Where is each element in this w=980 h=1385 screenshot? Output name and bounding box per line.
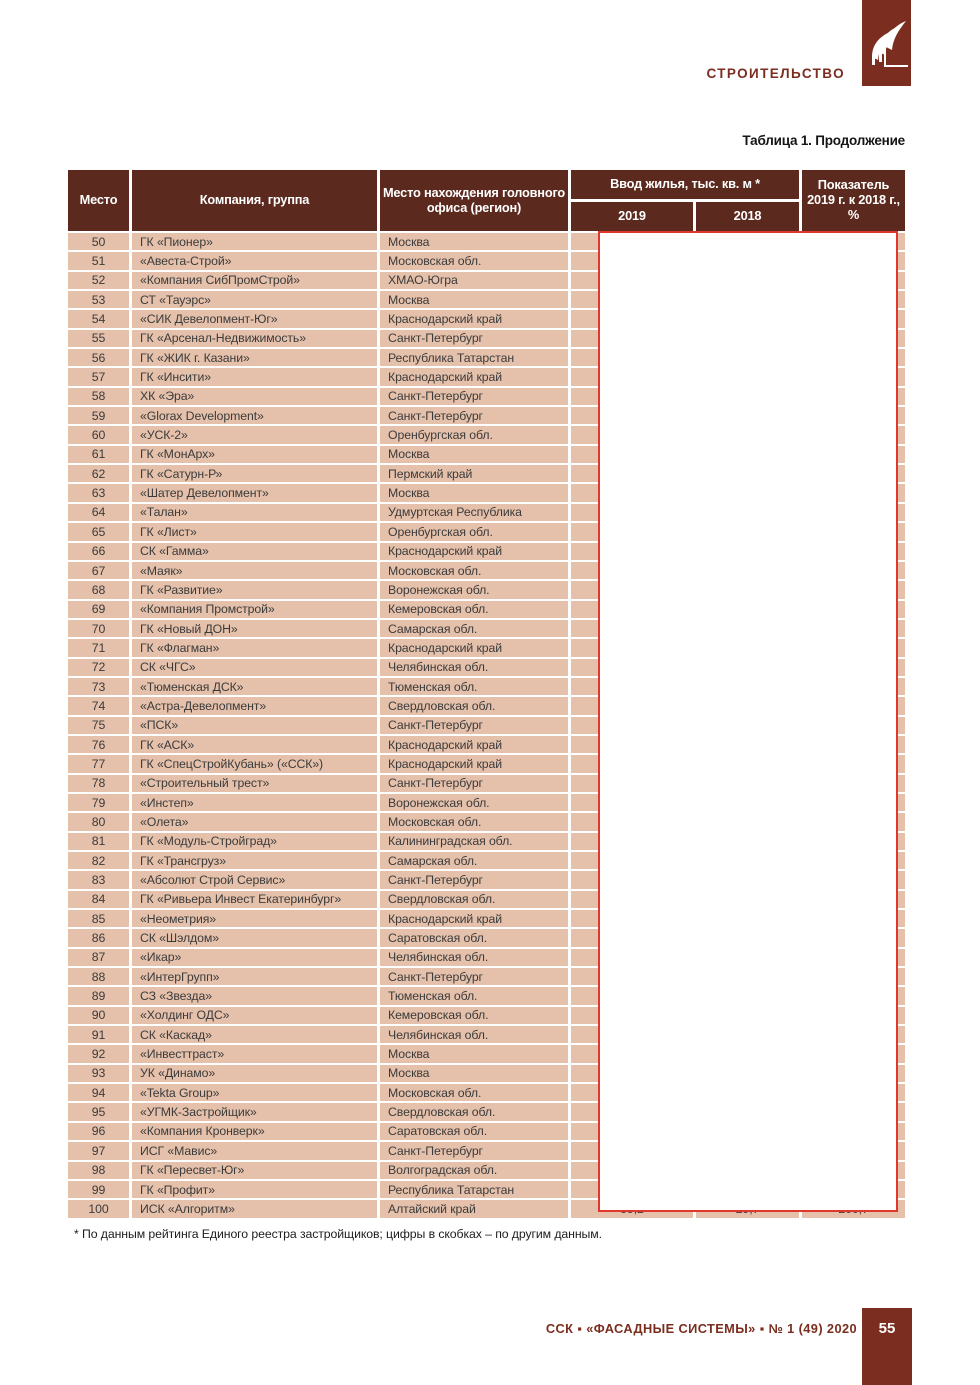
region-cell: Пермский край: [380, 465, 568, 482]
brand-logo-block: [862, 0, 911, 86]
company-cell: ГК «Модуль-Стройград»: [132, 833, 377, 850]
company-cell: УК «Динамо»: [132, 1065, 377, 1082]
region-cell: Саратовская обл.: [380, 929, 568, 946]
rank-cell: 86: [68, 929, 129, 946]
rank-cell: 77: [68, 755, 129, 772]
page-number-badge: [862, 1308, 912, 1385]
company-cell: «УГМК-Застройщик»: [132, 1103, 377, 1120]
rank-cell: 88: [68, 968, 129, 985]
company-cell: ГК «Лист»: [132, 523, 377, 540]
region-cell: Москва: [380, 1045, 568, 1062]
region-cell: Санкт-Петербург: [380, 717, 568, 734]
rank-cell: 50: [68, 233, 129, 250]
region-cell: Кемеровская обл.: [380, 1007, 568, 1024]
rank-cell: 78: [68, 775, 129, 792]
company-cell: «Авеста-Строй»: [132, 252, 377, 269]
company-cell: СТ «Тауэрс»: [132, 291, 377, 308]
rank-cell: 54: [68, 310, 129, 327]
company-cell: СК «Каскад»: [132, 1026, 377, 1043]
rank-cell: 85: [68, 910, 129, 927]
region-cell: Краснодарский край: [380, 910, 568, 927]
company-cell: «Glorax Development»: [132, 407, 377, 424]
rank-cell: 73: [68, 678, 129, 695]
region-cell: Москва: [380, 233, 568, 250]
company-cell: ГК «Сатурн-Р»: [132, 465, 377, 482]
region-cell: Удмуртская Республика: [380, 504, 568, 521]
company-cell: «Компания Кронверк»: [132, 1123, 377, 1140]
region-cell: Самарская обл.: [380, 852, 568, 869]
region-cell: Оренбургская обл.: [380, 426, 568, 443]
company-cell: ГК «Ривьера Инвест Екатеринбург»: [132, 891, 377, 908]
redaction-overlay-box: [598, 231, 898, 1212]
region-cell: ХМАО-Югра: [380, 272, 568, 289]
company-cell: СК «Шэлдом»: [132, 929, 377, 946]
rank-cell: 89: [68, 987, 129, 1004]
table-caption: Таблица 1. Продолжение: [742, 133, 905, 148]
company-cell: «Шатер Девелопмент»: [132, 484, 377, 501]
rank-cell: 79: [68, 794, 129, 811]
rank-cell: 94: [68, 1084, 129, 1101]
swoosh-leaves-icon: [862, 0, 911, 86]
region-cell: Москва: [380, 484, 568, 501]
company-cell: ГК «Инсити»: [132, 368, 377, 385]
rank-cell: 93: [68, 1065, 129, 1082]
rank-cell: 90: [68, 1007, 129, 1024]
footnote: * По данным рейтинга Единого реестра застройщиков; цифры в скобках – по другим данным.: [74, 1227, 602, 1241]
rank-cell: 51: [68, 252, 129, 269]
company-cell: «Астра-Девелопмент»: [132, 697, 377, 714]
region-cell: Москва: [380, 1065, 568, 1082]
rank-cell: 82: [68, 852, 129, 869]
region-cell: Москва: [380, 446, 568, 463]
region-cell: Челябинская обл.: [380, 1026, 568, 1043]
header-ratio: Показатель 2019 г. к 2018 г., %: [802, 170, 905, 231]
header-2018: 2018: [696, 202, 799, 231]
rank-cell: 61: [68, 446, 129, 463]
region-cell: Свердловская обл.: [380, 697, 568, 714]
region-cell: Челябинская обл.: [380, 949, 568, 966]
header-place: Место: [68, 170, 129, 231]
footer-journal-line: ССК ▪ «ФАСАДНЫЕ СИСТЕМЫ» ▪ № 1 (49) 2020: [545, 1321, 857, 1336]
company-cell: ГК «Трансгруз»: [132, 852, 377, 869]
company-cell: «Компания СибПромСтрой»: [132, 272, 377, 289]
region-cell: Калининградская обл.: [380, 833, 568, 850]
company-cell: ГК «ЖИК г. Казани»: [132, 349, 377, 366]
region-cell: Республика Татарстан: [380, 349, 568, 366]
rank-cell: 80: [68, 813, 129, 830]
company-cell: «Неометрия»: [132, 910, 377, 927]
rank-cell: 72: [68, 659, 129, 676]
rank-cell: 55: [68, 330, 129, 347]
section-label: СТРОИТЕЛЬСТВО: [706, 66, 845, 81]
rank-cell: 58: [68, 388, 129, 405]
region-cell: Самарская обл.: [380, 620, 568, 637]
region-cell: Санкт-Петербург: [380, 871, 568, 888]
rank-cell: 100: [68, 1200, 129, 1217]
company-cell: «Талан»: [132, 504, 377, 521]
region-cell: Свердловская обл.: [380, 1103, 568, 1120]
company-cell: ГК «АСК»: [132, 736, 377, 753]
rank-cell: 91: [68, 1026, 129, 1043]
region-cell: Алтайский край: [380, 1200, 568, 1217]
rank-cell: 65: [68, 523, 129, 540]
rank-cell: 95: [68, 1103, 129, 1120]
rank-cell: 97: [68, 1142, 129, 1159]
region-cell: Московская обл.: [380, 813, 568, 830]
company-cell: «Холдинг ОДС»: [132, 1007, 377, 1024]
rank-cell: 52: [68, 272, 129, 289]
rank-cell: 96: [68, 1123, 129, 1140]
rank-cell: 56: [68, 349, 129, 366]
region-cell: Челябинская обл.: [380, 659, 568, 676]
region-cell: Краснодарский край: [380, 639, 568, 656]
header-region: Место нахождения головного офиса (регион): [380, 170, 568, 231]
region-cell: Санкт-Петербург: [380, 407, 568, 424]
company-cell: СК «ЧГС»: [132, 659, 377, 676]
rank-cell: 71: [68, 639, 129, 656]
region-cell: Краснодарский край: [380, 310, 568, 327]
region-cell: Санкт-Петербург: [380, 775, 568, 792]
company-cell: ГК «Профит»: [132, 1181, 377, 1198]
region-cell: Санкт-Петербург: [380, 968, 568, 985]
header-company: Компания, группа: [132, 170, 377, 231]
region-cell: Московская обл.: [380, 562, 568, 579]
region-cell: Республика Татарстан: [380, 1181, 568, 1198]
region-cell: Московская обл.: [380, 252, 568, 269]
rank-cell: 69: [68, 601, 129, 618]
company-cell: СК «Гамма»: [132, 543, 377, 560]
company-cell: ХК «Эра»: [132, 388, 377, 405]
company-cell: ГК «Развитие»: [132, 581, 377, 598]
company-cell: ГК «Флагман»: [132, 639, 377, 656]
company-cell: «Тюменская ДСК»: [132, 678, 377, 695]
company-cell: «ИнтерГрупп»: [132, 968, 377, 985]
region-cell: Санкт-Петербург: [380, 388, 568, 405]
rank-cell: 99: [68, 1181, 129, 1198]
company-cell: СЗ «Звезда»: [132, 987, 377, 1004]
rank-cell: 87: [68, 949, 129, 966]
company-cell: ИСК «Алгоритм»: [132, 1200, 377, 1217]
region-cell: Краснодарский край: [380, 755, 568, 772]
region-cell: Москва: [380, 291, 568, 308]
company-cell: «Абсолют Строй Сервис»: [132, 871, 377, 888]
rank-cell: 64: [68, 504, 129, 521]
company-cell: ГК «СпецСтройКубань» («ССК»): [132, 755, 377, 772]
company-cell: «Tekta Group»: [132, 1084, 377, 1101]
rank-cell: 98: [68, 1162, 129, 1179]
company-cell: ГК «Пионер»: [132, 233, 377, 250]
company-cell: «Компания Промстрой»: [132, 601, 377, 618]
rank-cell: 67: [68, 562, 129, 579]
company-cell: «УСК-2»: [132, 426, 377, 443]
header-housing-span: Ввод жилья, тыс. кв. м *: [571, 170, 799, 199]
region-cell: Оренбургская обл.: [380, 523, 568, 540]
company-cell: ИСГ «Мавис»: [132, 1142, 377, 1159]
rank-cell: 66: [68, 543, 129, 560]
rank-cell: 74: [68, 697, 129, 714]
region-cell: Свердловская обл.: [380, 891, 568, 908]
table-header: [68, 170, 905, 231]
company-cell: «Инстеп»: [132, 794, 377, 811]
region-cell: Воронежская обл.: [380, 794, 568, 811]
rank-cell: 60: [68, 426, 129, 443]
company-cell: ГК «МонАрх»: [132, 446, 377, 463]
region-cell: Краснодарский край: [380, 543, 568, 560]
page-number: 55: [878, 1320, 896, 1337]
company-cell: «Маяк»: [132, 562, 377, 579]
region-cell: Воронежская обл.: [380, 581, 568, 598]
rank-cell: 83: [68, 871, 129, 888]
rank-cell: 53: [68, 291, 129, 308]
region-cell: Краснодарский край: [380, 368, 568, 385]
header-2019: 2019: [571, 202, 693, 231]
company-cell: «Строительный трест»: [132, 775, 377, 792]
rank-cell: 81: [68, 833, 129, 850]
region-cell: Московская обл.: [380, 1084, 568, 1101]
region-cell: Кемеровская обл.: [380, 601, 568, 618]
rank-cell: 76: [68, 736, 129, 753]
region-cell: Саратовская обл.: [380, 1123, 568, 1140]
region-cell: Волгоградская обл.: [380, 1162, 568, 1179]
region-cell: Краснодарский край: [380, 736, 568, 753]
company-cell: ГК «Новый ДОН»: [132, 620, 377, 637]
company-cell: ГК «Пересвет-Юг»: [132, 1162, 377, 1179]
region-cell: Тюменская обл.: [380, 678, 568, 695]
company-cell: «Олета»: [132, 813, 377, 830]
rank-cell: 62: [68, 465, 129, 482]
company-cell: «СИК Девелопмент-Юг»: [132, 310, 377, 327]
rank-cell: 92: [68, 1045, 129, 1062]
region-cell: Тюменская обл.: [380, 987, 568, 1004]
rank-cell: 63: [68, 484, 129, 501]
rank-cell: 57: [68, 368, 129, 385]
rank-cell: 68: [68, 581, 129, 598]
company-cell: «Икар»: [132, 949, 377, 966]
company-cell: «Инвесттраст»: [132, 1045, 377, 1062]
rank-cell: 70: [68, 620, 129, 637]
company-cell: ГК «Арсенал-Недвижимость»: [132, 330, 377, 347]
company-cell: «ПСК»: [132, 717, 377, 734]
rank-cell: 84: [68, 891, 129, 908]
rank-cell: 75: [68, 717, 129, 734]
rank-cell: 59: [68, 407, 129, 424]
region-cell: Санкт-Петербург: [380, 1142, 568, 1159]
region-cell: Санкт-Петербург: [380, 330, 568, 347]
